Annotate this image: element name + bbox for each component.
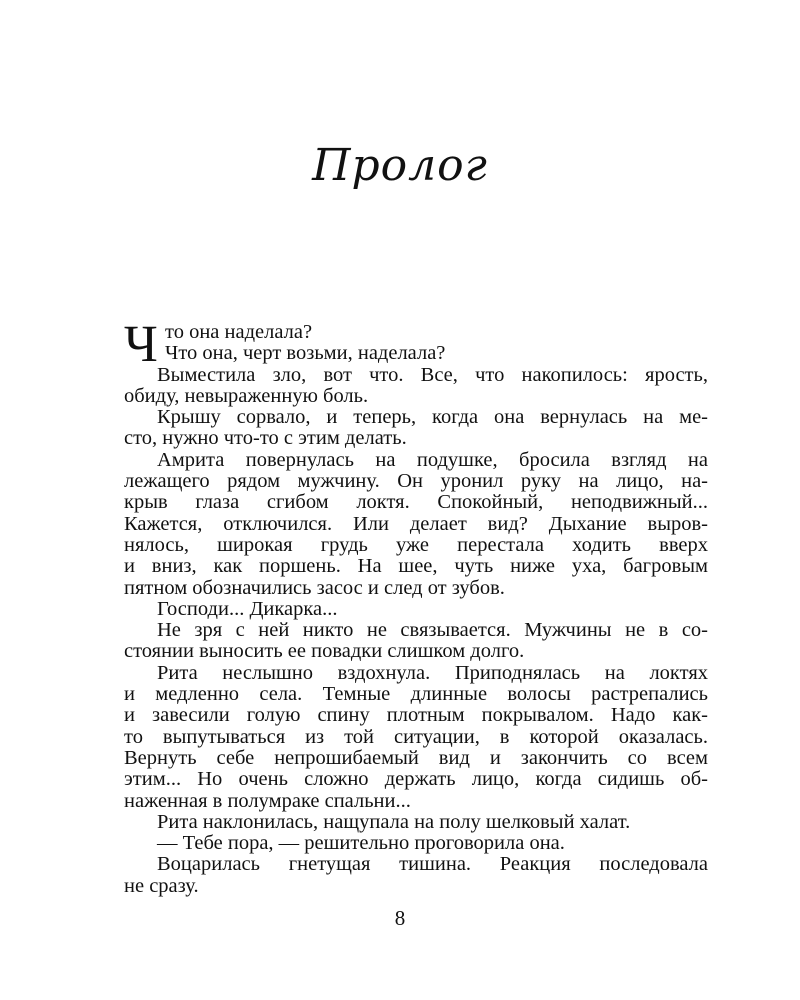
chapter-title: Пролог [312,140,488,191]
page-number: 8 [394,906,406,930]
opening-paragraph [124,316,708,373]
text-line: и вниз, как поршень. На шее, чуть ниже уха, багровым [124,555,708,578]
text-line: не сразу. [124,874,199,897]
text-line: Рита наклонилась, нащупала на полу шелковый халат. [157,810,631,833]
text-line: Кажется, отключился. Или делает вид? Дыхание выров- [124,512,708,535]
paragraph [124,365,708,408]
text-line: Что она, черт возьми, наделала? [165,342,446,365]
text-line: этим... Но очень сложно держать лицо, когда сидишь об- [124,768,708,791]
text-line: Крышу сорвало, и теперь, когда она вернулась на ме- [157,406,708,429]
drop-cap: Ч [124,316,158,373]
text-line: то она наделала? [165,321,313,343]
paragraph [124,599,708,620]
paragraph [124,663,708,812]
text-line: лежащего рядом мужчину. Он уронил руку на лицо, на- [124,470,708,493]
paragraph [124,854,708,897]
text-line: Амрита повернулась на подушке, бросила взгляд на [157,448,708,471]
text-line: Рита неслышно вздохнула. Приподнялась на локтях [157,661,708,684]
paragraph [124,812,708,833]
text-line: сто, нужно что-то с этим делать. [124,427,407,450]
text-line: Господи... Дикарка... [157,597,338,620]
text-line: и медленно села. Темные длинные волосы растрепались [124,683,708,706]
text-line: Не зря с ней никто не связывается. Мужчины не в со- [157,619,708,642]
text-line: стоянии выносить ее повадки слишком долго. [124,640,525,663]
text-line: пятном обозначились засос и след от зубов. [124,576,505,599]
paragraph [124,407,708,450]
paragraph [124,620,708,663]
text-line: Воцарилась гнетущая тишина. Реакция последовала [157,853,708,876]
paragraph [124,833,708,854]
text-line: и завесили голую спину плотным покрывалом. Надо как- [124,704,708,727]
paragraph [124,450,708,599]
text-line: то выпутываться из той ситуации, в которой оказалась. [124,725,708,748]
text-line: — Тебе пора, — решительно проговорила она. [157,832,565,855]
text-line: крыв глаза сгибом локтя. Спокойный, неподвижный... [124,491,708,514]
text-line: обиду, невыраженную боль. [124,384,369,407]
text-line: Вернуть себе непрошибаемый вид и закончить со всем [124,746,708,769]
text-line: нялось, широкая грудь уже перестала ходить вверх [124,533,708,556]
text-line: наженная в полумраке спальни... [124,789,411,812]
body-text [124,316,708,897]
paragraph-list [124,365,708,897]
text-line: Выместила зло, вот что. Все, что накопилось: ярость, [157,363,708,386]
